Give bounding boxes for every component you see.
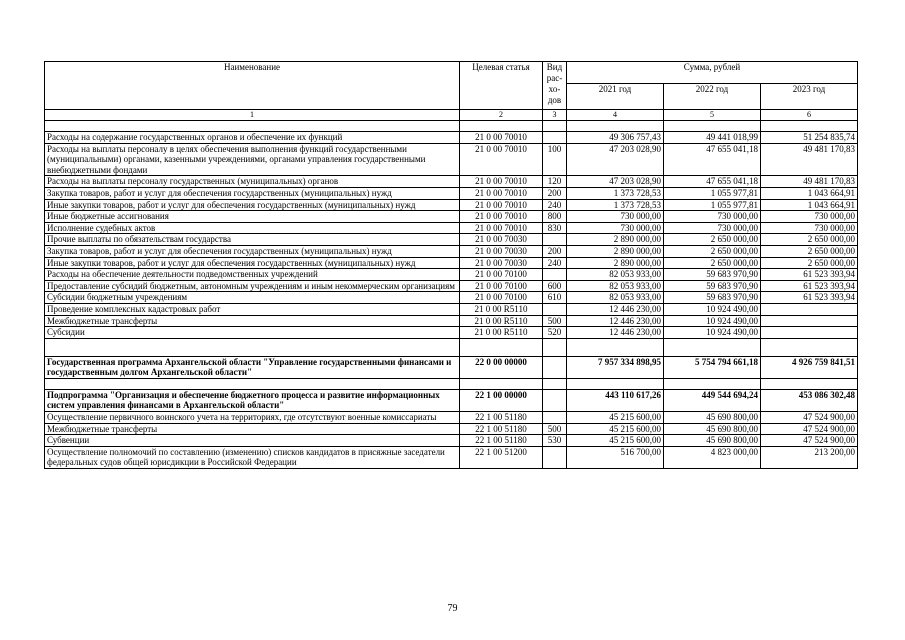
row-target-code: 21 0 00 70030 xyxy=(460,257,543,269)
row-amount-2023: 213 200,00 xyxy=(761,446,858,468)
table-row xyxy=(45,327,858,339)
table-row xyxy=(45,303,858,315)
row-amount-2022: 49 441 018,99 xyxy=(664,132,761,144)
table-row xyxy=(45,234,858,246)
row-expense-type: 120 xyxy=(543,176,567,188)
row-expense-type: 240 xyxy=(543,199,567,211)
row-amount-2021: 12 446 230,00 xyxy=(567,315,664,327)
row-amount-2023: 47 524 900,00 xyxy=(761,435,858,447)
row-amount-2021: 45 215 600,00 xyxy=(567,435,664,447)
row-name: Иные закупки товаров, работ и услуг для обеспечения государственных (муниципальных) нужд xyxy=(45,199,460,211)
row-target-code: 22 1 00 51180 xyxy=(460,423,543,435)
column-number: 1 xyxy=(45,110,460,121)
row-amount-2023: 49 481 170,83 xyxy=(761,176,858,188)
row-amount-2021: 82 053 933,00 xyxy=(567,280,664,292)
row-target-code: 21 0 00 70100 xyxy=(460,269,543,281)
column-numbering-row xyxy=(45,110,858,121)
row-amount-2022: 45 690 800,00 xyxy=(664,412,761,424)
row-name: Расходы на выплаты персоналу в целях обеспечения выполнения функций государственными (муниципальными) органами, казенными учреждениями, органами управления государственными внебюджетными фондами xyxy=(45,143,460,176)
row-target-code: 21 0 00 70010 xyxy=(460,143,543,176)
row-amount-2021: 47 203 028,90 xyxy=(567,143,664,176)
row-target-code: 22 1 00 51200 xyxy=(460,446,543,468)
row-target-code: 21 0 00 70010 xyxy=(460,132,543,144)
row-amount-2022: 10 924 490,00 xyxy=(664,315,761,327)
table-row xyxy=(45,222,858,234)
row-amount-2022: 10 924 490,00 xyxy=(664,327,761,339)
column-number: 4 xyxy=(567,110,664,121)
row-amount-2023: 453 086 302,48 xyxy=(761,389,858,411)
table-row xyxy=(45,143,858,176)
row-amount-2021: 82 053 933,00 xyxy=(567,292,664,304)
column-number: 5 xyxy=(664,110,761,121)
row-target-code: 21 0 00 70010 xyxy=(460,211,543,223)
row-amount-2022: 1 055 977,81 xyxy=(664,199,761,211)
row-amount-2022: 45 690 800,00 xyxy=(664,435,761,447)
row-amount-2021: 730 000,00 xyxy=(567,211,664,223)
row-amount-2022: 5 754 794 661,18 xyxy=(664,356,761,378)
table-row xyxy=(45,176,858,188)
row-target-code: 21 0 00 70030 xyxy=(460,234,543,246)
row-name: Субвенции xyxy=(45,435,460,447)
row-expense-type xyxy=(543,303,567,315)
row-amount-2021: 12 446 230,00 xyxy=(567,303,664,315)
header-name: Наименование xyxy=(45,62,460,110)
spacer-row xyxy=(45,378,858,389)
row-amount-2023: 47 524 900,00 xyxy=(761,423,858,435)
table-row-subprogram xyxy=(45,389,858,411)
row-amount-2023: 1 043 664,91 xyxy=(761,199,858,211)
row-amount-2021: 2 890 000,00 xyxy=(567,245,664,257)
table-row xyxy=(45,446,858,468)
row-target-code: 21 0 00 70100 xyxy=(460,292,543,304)
row-expense-type: 520 xyxy=(543,327,567,339)
row-name: Расходы на обеспечение деятельности подведомственных учреждений xyxy=(45,269,460,281)
table-row xyxy=(45,412,858,424)
row-name: Подпрограмма "Организация и обеспечение бюджетного процесса и развитие информационных систем управления финансами в Архангельской области" xyxy=(45,389,460,411)
table-row xyxy=(45,187,858,199)
table-row xyxy=(45,315,858,327)
row-expense-type: 530 xyxy=(543,435,567,447)
row-name: Закупка товаров, работ и услуг для обеспечения государственных (муниципальных) нужд xyxy=(45,187,460,199)
row-target-code: 22 1 00 51180 xyxy=(460,435,543,447)
row-name: Межбюджетные трансферты xyxy=(45,423,460,435)
row-target-code: 22 0 00 00000 xyxy=(460,356,543,378)
spacer-row xyxy=(45,338,858,356)
budget-table xyxy=(44,61,858,469)
row-amount-2022: 47 655 041,18 xyxy=(664,143,761,176)
row-name: Субсидии xyxy=(45,327,460,339)
header-year-2023: 2023 год xyxy=(761,84,858,110)
row-target-code: 21 0 00 70100 xyxy=(460,280,543,292)
header-sum: Сумма, рублей xyxy=(567,62,858,84)
row-amount-2021: 12 446 230,00 xyxy=(567,327,664,339)
row-expense-type: 600 xyxy=(543,280,567,292)
column-number: 3 xyxy=(543,110,567,121)
row-name: Осуществление первичного воинского учета на территориях, где отсутствуют военные комиссариаты xyxy=(45,412,460,424)
table-row xyxy=(45,423,858,435)
row-amount-2021: 45 215 600,00 xyxy=(567,412,664,424)
row-amount-2021: 82 053 933,00 xyxy=(567,269,664,281)
column-number: 2 xyxy=(460,110,543,121)
row-amount-2023: 47 524 900,00 xyxy=(761,412,858,424)
row-target-code: 21 0 00 R5110 xyxy=(460,315,543,327)
row-target-code: 21 0 00 70010 xyxy=(460,176,543,188)
row-expense-type: 200 xyxy=(543,187,567,199)
row-target-code: 21 0 00 70010 xyxy=(460,199,543,211)
row-expense-type xyxy=(543,412,567,424)
header-year-2022: 2022 год xyxy=(664,84,761,110)
table-row xyxy=(45,211,858,223)
row-target-code: 21 0 00 R5110 xyxy=(460,327,543,339)
row-expense-type: 830 xyxy=(543,222,567,234)
row-amount-2022: 449 544 694,24 xyxy=(664,389,761,411)
table-row-program xyxy=(45,356,858,378)
row-amount-2023 xyxy=(761,315,858,327)
row-expense-type: 200 xyxy=(543,245,567,257)
row-target-code: 22 1 00 00000 xyxy=(460,389,543,411)
row-target-code: 21 0 00 70010 xyxy=(460,187,543,199)
row-expense-type xyxy=(543,389,567,411)
table-row xyxy=(45,132,858,144)
row-amount-2021: 2 890 000,00 xyxy=(567,257,664,269)
row-expense-type xyxy=(543,234,567,246)
row-amount-2021: 730 000,00 xyxy=(567,222,664,234)
page-number: 79 xyxy=(447,603,458,614)
row-amount-2022: 2 650 000,00 xyxy=(664,234,761,246)
table-row xyxy=(45,435,858,447)
row-name: Прочие выплаты по обязательствам государства xyxy=(45,234,460,246)
row-amount-2021: 1 373 728,53 xyxy=(567,199,664,211)
row-amount-2022: 47 655 041,18 xyxy=(664,176,761,188)
table-row xyxy=(45,257,858,269)
row-amount-2023 xyxy=(761,303,858,315)
header-expense-type: Вид рас- хо- дов xyxy=(543,62,567,110)
row-amount-2022: 59 683 970,90 xyxy=(664,292,761,304)
row-expense-type xyxy=(543,269,567,281)
row-amount-2023: 2 650 000,00 xyxy=(761,257,858,269)
header-year-2021: 2021 год xyxy=(567,84,664,110)
row-amount-2023: 2 650 000,00 xyxy=(761,234,858,246)
row-name: Иные закупки товаров, работ и услуг для обеспечения государственных (муниципальных) нужд xyxy=(45,257,460,269)
row-target-code: 22 1 00 51180 xyxy=(460,412,543,424)
row-name: Расходы на содержание государственных органов и обеспечение их функций xyxy=(45,132,460,144)
row-amount-2021: 2 890 000,00 xyxy=(567,234,664,246)
row-target-code: 21 0 00 R5110 xyxy=(460,303,543,315)
spacer-row xyxy=(45,121,858,132)
row-amount-2021: 516 700,00 xyxy=(567,446,664,468)
row-amount-2022: 4 823 000,00 xyxy=(664,446,761,468)
row-amount-2023: 51 254 835,74 xyxy=(761,132,858,144)
row-amount-2023: 61 523 393,94 xyxy=(761,280,858,292)
row-expense-type: 610 xyxy=(543,292,567,304)
row-amount-2021: 47 203 028,90 xyxy=(567,176,664,188)
row-amount-2021: 49 306 757,43 xyxy=(567,132,664,144)
row-name: Закупка товаров, работ и услуг для обеспечения государственных (муниципальных) нужд xyxy=(45,245,460,257)
row-amount-2023 xyxy=(761,327,858,339)
row-amount-2022: 730 000,00 xyxy=(664,222,761,234)
row-amount-2022: 10 924 490,00 xyxy=(664,303,761,315)
row-expense-type: 500 xyxy=(543,423,567,435)
row-amount-2023: 4 926 759 841,51 xyxy=(761,356,858,378)
row-name: Осуществление полномочий по составлению (изменению) списков кандидатов в присяжные заседатели федеральных судов общей юрисдикции в Российской Федерации xyxy=(45,446,460,468)
row-name: Межбюджетные трансферты xyxy=(45,315,460,327)
row-amount-2023: 730 000,00 xyxy=(761,211,858,223)
row-name: Исполнение судебных актов xyxy=(45,222,460,234)
row-amount-2023: 2 650 000,00 xyxy=(761,245,858,257)
row-amount-2023: 730 000,00 xyxy=(761,222,858,234)
row-amount-2022: 730 000,00 xyxy=(664,211,761,223)
row-target-code: 21 0 00 70030 xyxy=(460,245,543,257)
row-expense-type: 100 xyxy=(543,143,567,176)
row-expense-type: 240 xyxy=(543,257,567,269)
row-target-code: 21 0 00 70010 xyxy=(460,222,543,234)
row-name: Государственная программа Архангельской области "Управление государственными финансами и государственным долгом Архангельской области" xyxy=(45,356,460,378)
row-amount-2022: 2 650 000,00 xyxy=(664,245,761,257)
header-target-article: Целевая статья xyxy=(460,62,543,110)
row-name: Расходы на выплаты персоналу государственных (муниципальных) органов xyxy=(45,176,460,188)
row-expense-type xyxy=(543,132,567,144)
table-row xyxy=(45,269,858,281)
row-amount-2023: 49 481 170,83 xyxy=(761,143,858,176)
row-amount-2021: 7 957 334 898,95 xyxy=(567,356,664,378)
row-amount-2022: 2 650 000,00 xyxy=(664,257,761,269)
table-row xyxy=(45,245,858,257)
row-amount-2021: 45 215 600,00 xyxy=(567,423,664,435)
row-expense-type xyxy=(543,356,567,378)
row-name: Иные бюджетные ассигнования xyxy=(45,211,460,223)
table-row xyxy=(45,280,858,292)
row-name: Предоставление субсидий бюджетным, автономным учреждениям и иным некоммерческим организациям xyxy=(45,280,460,292)
row-amount-2022: 59 683 970,90 xyxy=(664,269,761,281)
column-number: 6 xyxy=(761,110,858,121)
table-row xyxy=(45,199,858,211)
row-amount-2023: 61 523 393,94 xyxy=(761,269,858,281)
row-amount-2023: 61 523 393,94 xyxy=(761,292,858,304)
row-amount-2023: 1 043 664,91 xyxy=(761,187,858,199)
row-expense-type: 800 xyxy=(543,211,567,223)
row-amount-2021: 1 373 728,53 xyxy=(567,187,664,199)
row-amount-2022: 59 683 970,90 xyxy=(664,280,761,292)
row-expense-type xyxy=(543,446,567,468)
row-name: Субсидии бюджетным учреждениям xyxy=(45,292,460,304)
row-amount-2022: 1 055 977,81 xyxy=(664,187,761,199)
row-name: Проведение комплексных кадастровых работ xyxy=(45,303,460,315)
row-amount-2021: 443 110 617,26 xyxy=(567,389,664,411)
table-row xyxy=(45,292,858,304)
row-amount-2022: 45 690 800,00 xyxy=(664,423,761,435)
row-expense-type: 500 xyxy=(543,315,567,327)
